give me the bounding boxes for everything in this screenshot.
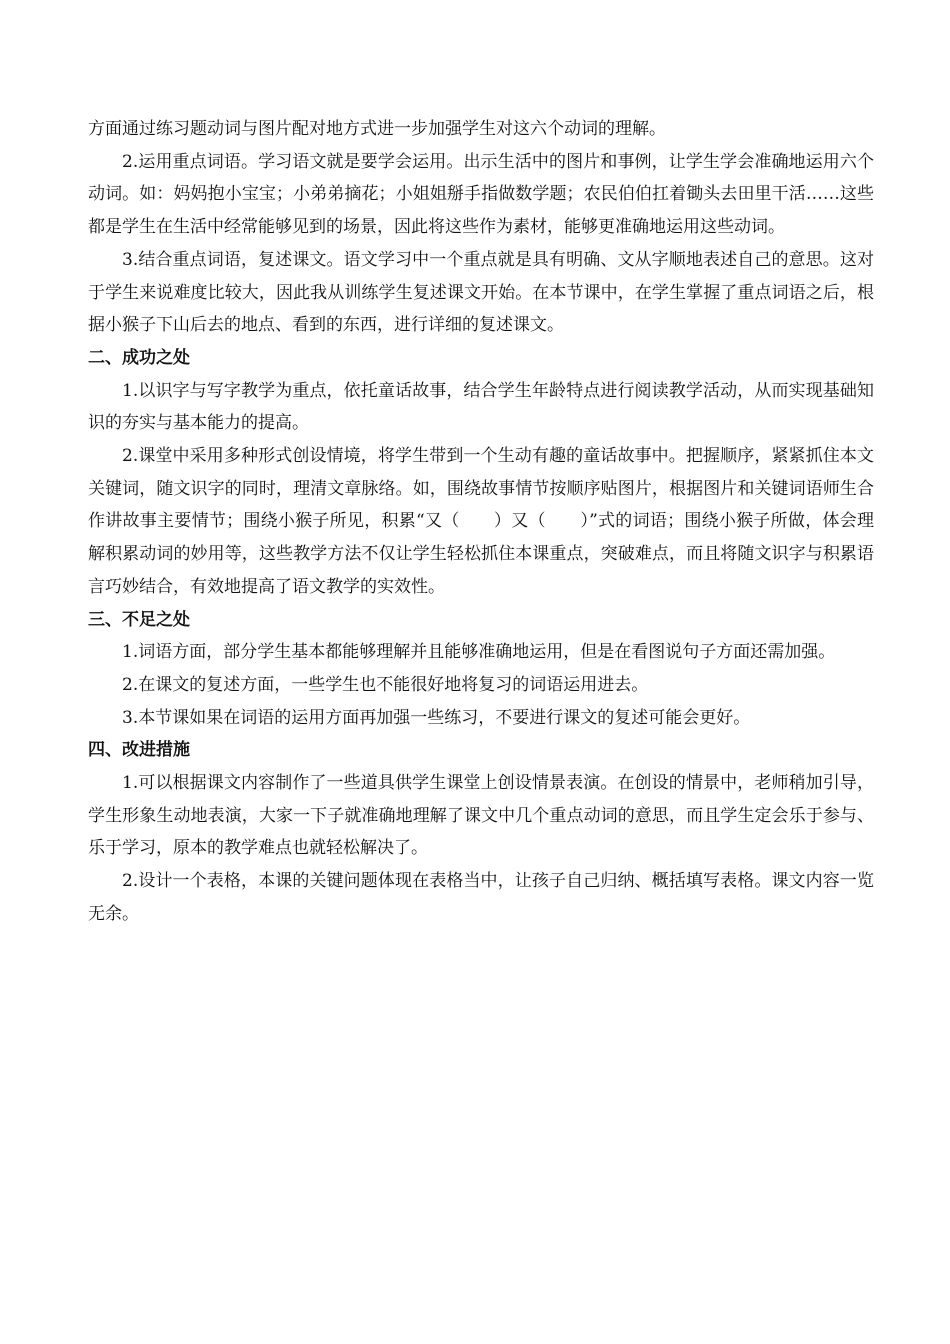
- paragraph-continuation: 方面通过练习题动词与图片配对地方式进一步加强学生对这六个动词的理解。: [88, 119, 666, 139]
- shortcomings-item-3: 3.本节课如果在词语的运用方面再加强一些练习，不要进行课文的复述可能会更好。: [122, 707, 751, 728]
- successes-item-1: 1.以识字与写字教学为重点，依托童话故事，结合学生年龄特点进行阅读教学活动，从而实现基础知识的夯实与基本能力的提高。: [88, 380, 874, 434]
- section-heading-shortcomings: 三、不足之处: [88, 609, 190, 630]
- paragraph-retell-text: 3.结合重点词语，复述课文。语文学习中一个重点就是具有明确、文从字顺地表述自己的意思。这对于学生来说难度比较大，因此我从训练学生复述课文开始。在本节课中，在学生掌握了重点词语之后，根据小猴子下山后去的地点、看到的东西，进行详细的复述课文。: [88, 249, 874, 336]
- shortcomings-item-2: 2.在课文的复述方面，一些学生也不能很好地将复习的词语运用进去。: [122, 674, 649, 695]
- successes-item-2: 2.课堂中采用多种形式创设情境，将学生带到一个生动有趣的童话故事中。把握顺序，紧紧抓住本文关键词，随文识字的同时，理清文章脉络。如，围绕故事情节按顺序贴图片，根据图片和关键词语师生合作讲故事主要情节；围绕小猴子所见，积累“又（ ）又（ ）”式的词语；围绕小猴子所做，体会理解积累动词的妙用等，这些教学方法不仅让学生轻松抓住本课重点，突破难点，而且将随文识字与积累语言巧妙结合，有效地提高了语文教学的实效性。: [88, 446, 874, 597]
- section-heading-improvements: 四、改进措施: [88, 740, 190, 761]
- improvements-item-1: 1.可以根据课文内容制作了一些道具供学生课堂上创设情景表演。在创设的情景中，老师稍加引导，学生形象生动地表演，大家一下子就准确地理解了课文中几个重点动词的意思，而且学生定会乐于参与、乐于学习，原本的教学难点也就轻松解决了。: [88, 773, 874, 859]
- document-page: [88, 113, 874, 931]
- shortcomings-item-1: 1.词语方面，部分学生基本都能够理解并且能够准确地运用，但是在看图说句子方面还需加强。: [122, 642, 836, 663]
- improvements-item-2: 2.设计一个表格，本课的关键问题体现在表格当中，让孩子自己归纳、概括填写表格。课文内容一览无余。: [88, 871, 874, 924]
- section-heading-successes: 二、成功之处: [88, 347, 190, 368]
- paragraph-use-key-words: 2.运用重点词语。学习语文就是要学会运用。出示生活中的图片和事例，让学生学会准确地运用六个动词。如：妈妈抱小宝宝；小弟弟摘花；小姐姐掰手指做数学题；农民伯伯扛着锄头去田里干活……这些都是学生在生活中经常能够见到的场景，因此将这些作为素材，能够更准确地运用这些动词。: [88, 151, 874, 238]
